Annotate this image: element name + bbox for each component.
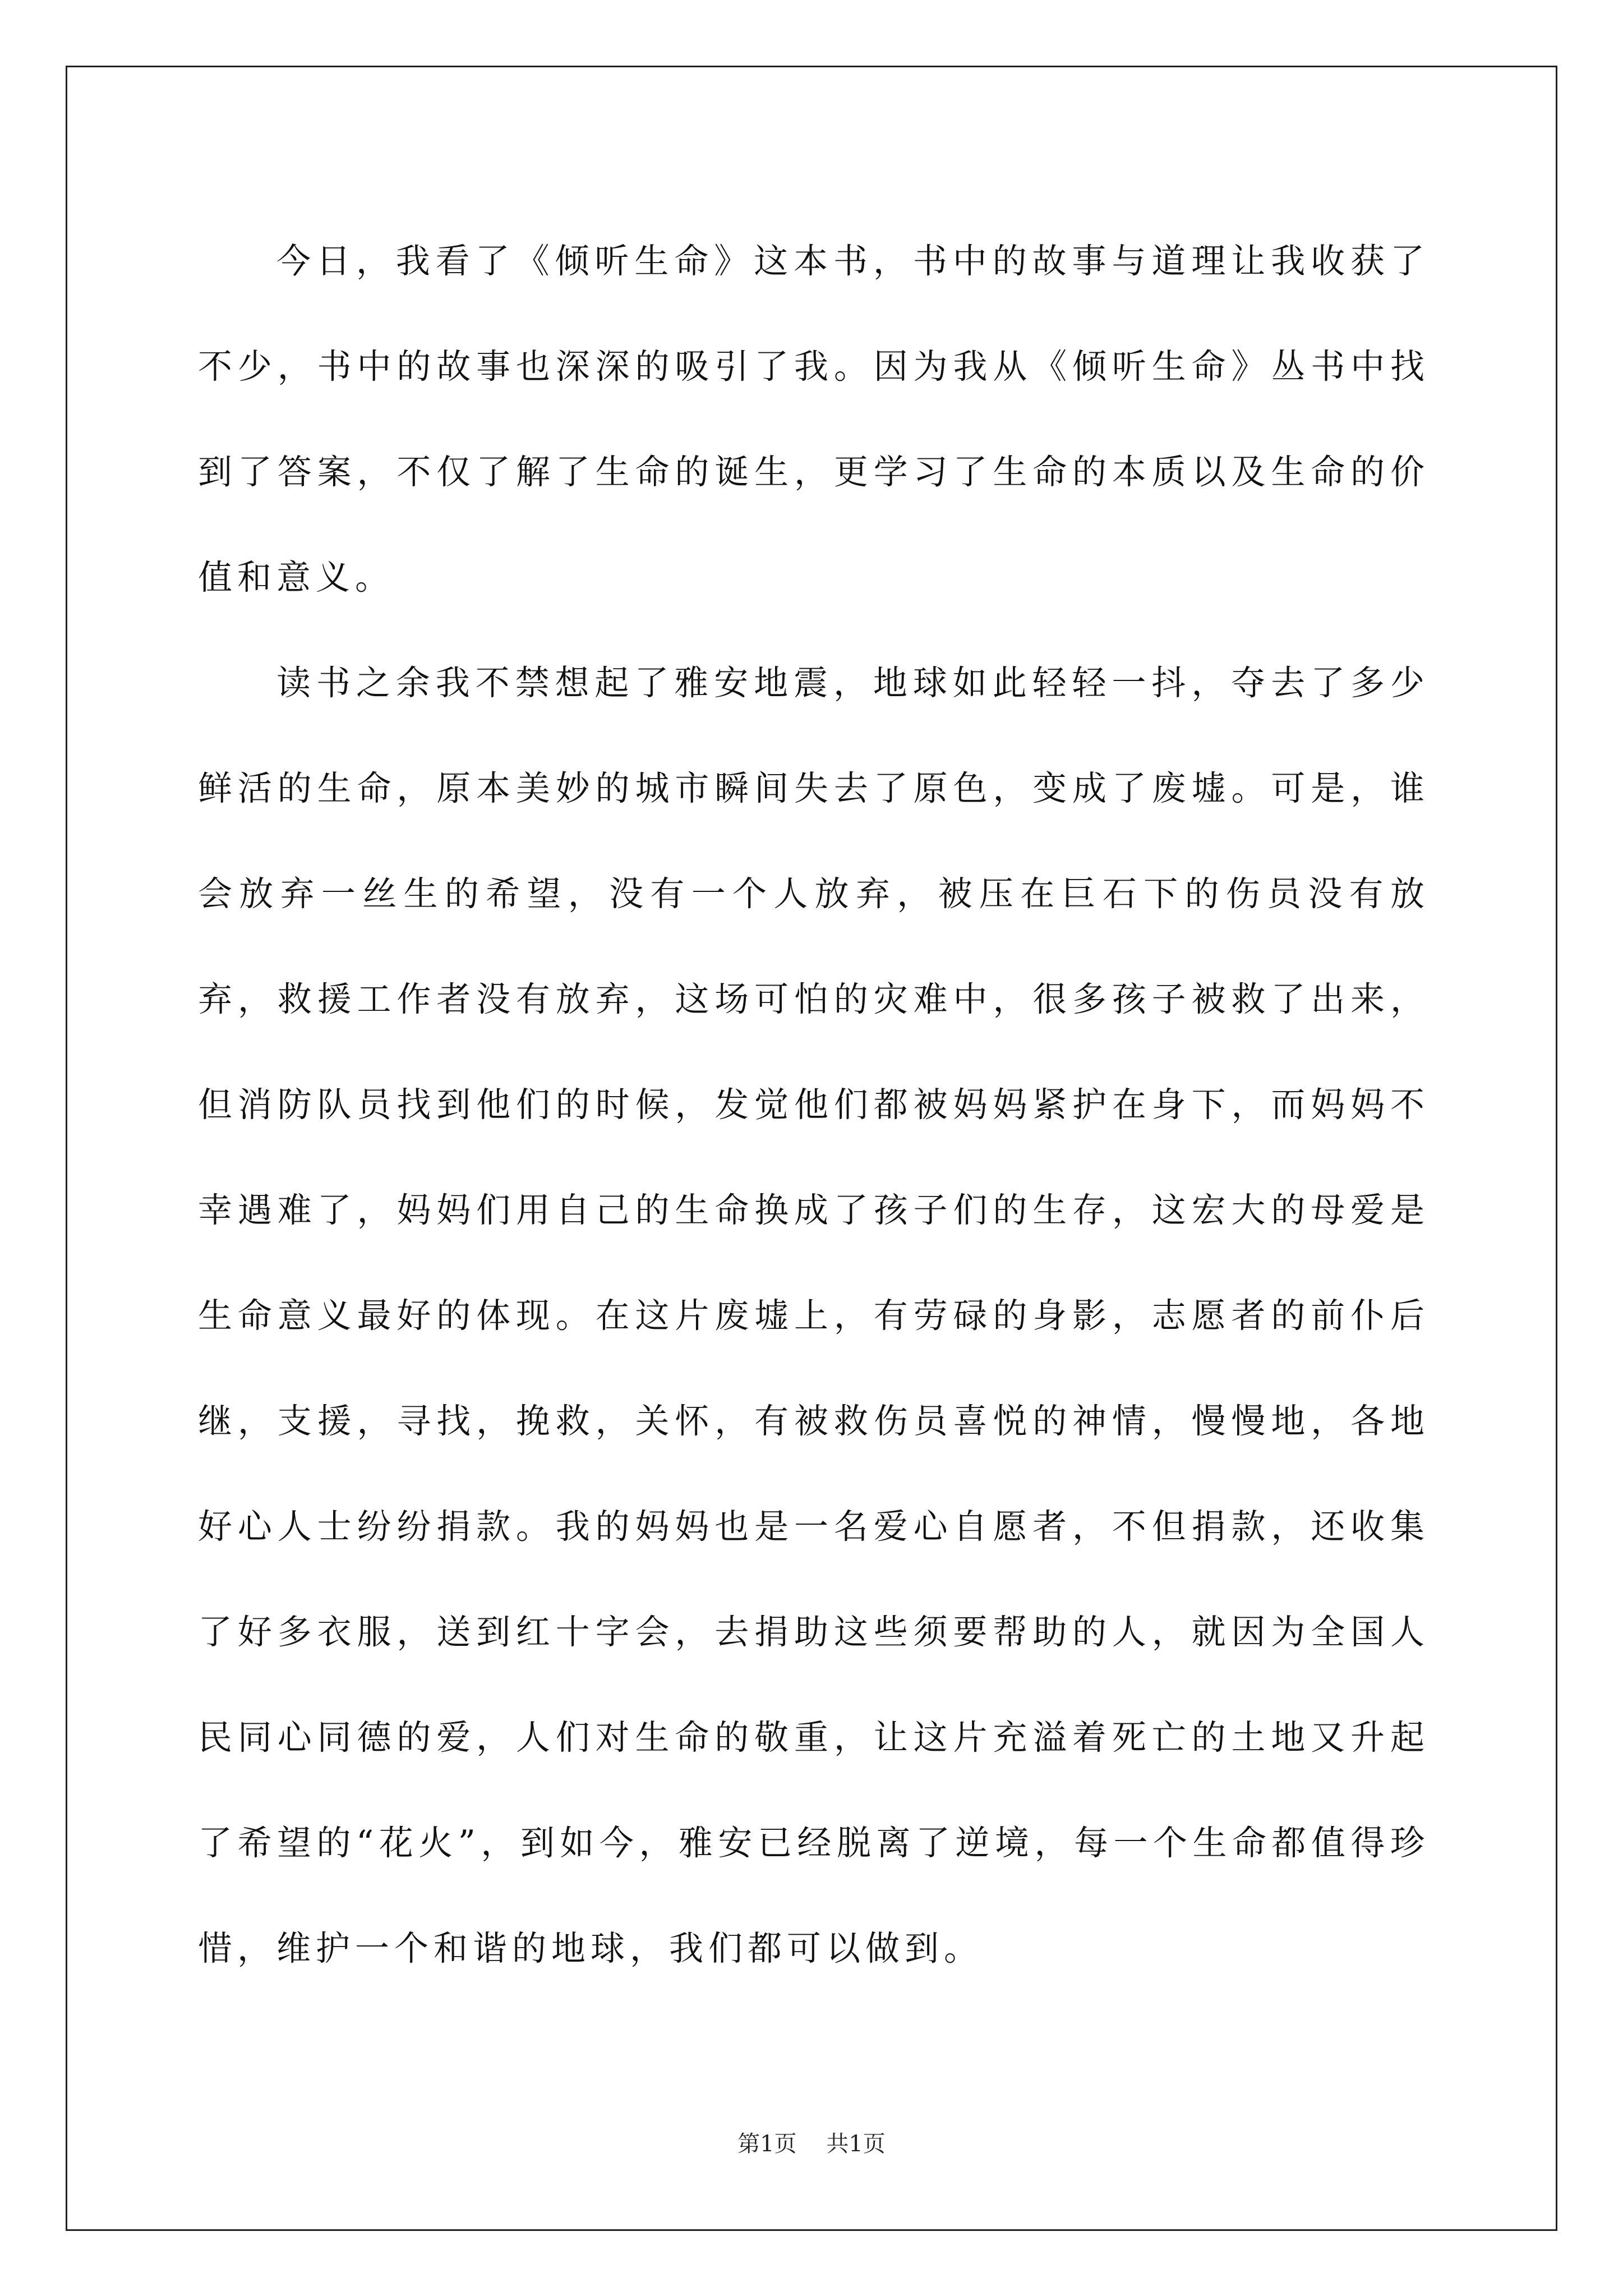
paragraph: 读书之余我不禁想起了雅安地震，地球如此轻轻一抖，夺去了多少鲜活的生命，原本美妙的城市瞬间失去了原色，变成了废墟。可是，谁会放弃一丝生的希望，没有一个人放弃，被压在巨石下的伤员没有放弃，救援工作者没有放弃，这场可怕的灾难中，很多孩子被救了出来，但消防队员找到他们的时候，发觉他们都被妈妈紧护在身下，而妈妈不幸遇难了，妈妈们用自己的生命换成了孩子们的生存，这宏大的母爱是生命意义最好的体现。在这片废墟上，有劳碌的身影，志愿者的前仆后继，支援，寻找，挽救，关怀，有被救伤员喜悦的神情，慢慢地，各地好心人士纷纷捐款。我的妈妈也是一名爱心自愿者，不但捐款，还收集了好多衣服，送到红十字会，去捐助这些须要帮助的人，就因为全国人民同心同德的爱，人们对生命的敬重，让这片充溢着死亡的土地又升起了希望的“花火”，到如今，雅安已经脱离了逆境，每一个生命都值得珍惜，维护一个和谐的地球，我们都可以做到。 [198, 663, 1430, 1968]
page-footer [0, 2126, 1623, 2158]
page-count: 共1页 [826, 2131, 886, 2157]
page-number: 第1页 [737, 2131, 797, 2157]
document-body [198, 209, 1430, 2001]
paragraph: 今日，我看了《倾听生命》这本书，书中的故事与道理让我收获了不少，书中的故事也深深的吸引了我。因为我从《倾听生命》丛书中找到了答案，不仅了解了生命的诞生，更学习了生命的本质以及生命的价值和意义。 [198, 241, 1430, 597]
